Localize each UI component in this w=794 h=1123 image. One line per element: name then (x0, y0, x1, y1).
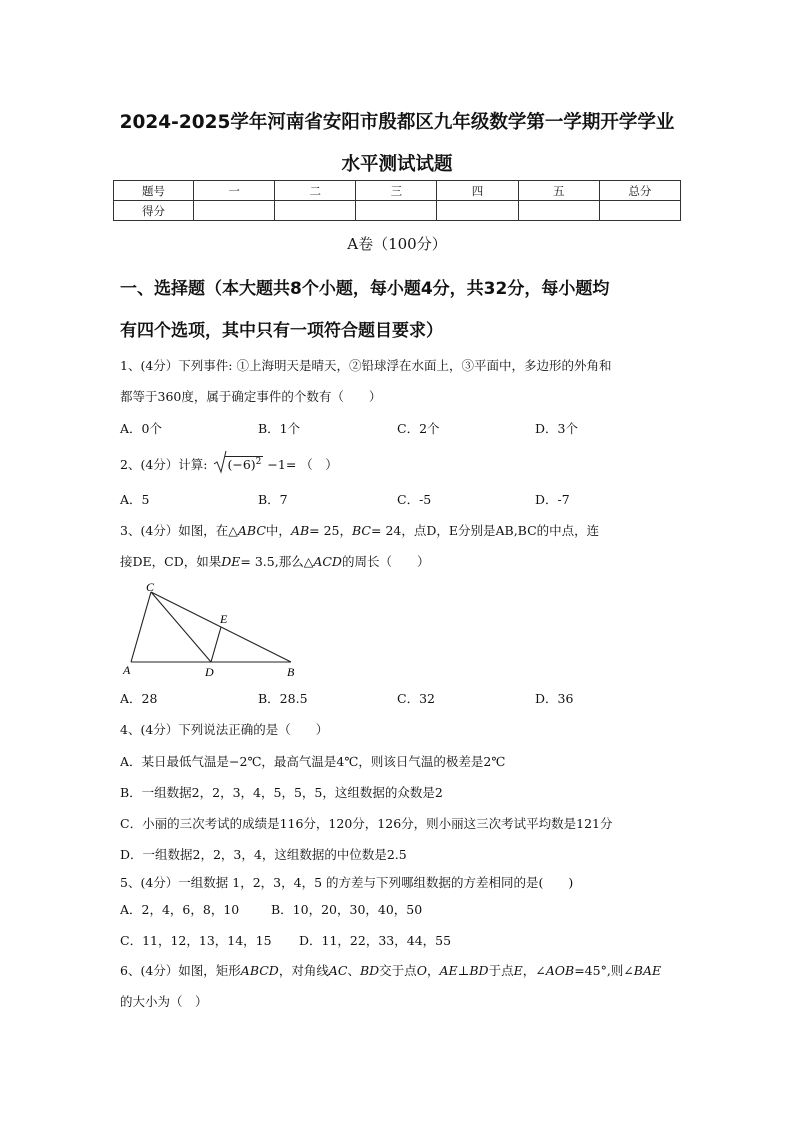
sqrt-expression (213, 457, 263, 472)
q4-option-d[interactable]: D．一组数据2，2，3，4，这组数据的中位数是2.5 (120, 847, 407, 862)
q6-math: O (416, 963, 427, 978)
score-cell[interactable] (518, 201, 599, 221)
q2-answer-paren: （ ） (300, 457, 338, 472)
q3-text: = 24，点D，E分别是AB,BC的中点，连 (371, 523, 600, 538)
q6-text: 6、(4分）如图，矩形 (120, 963, 241, 978)
q2-stem (120, 455, 338, 473)
score-cell[interactable] (194, 201, 275, 221)
score-table (113, 180, 681, 221)
q6-math: BD (469, 963, 489, 978)
q6-text: ，∠ (522, 963, 546, 978)
score-table-header-row (114, 181, 681, 201)
q6-math: AC (328, 963, 348, 978)
score-table-row-label: 得分 (114, 201, 194, 221)
q6-text: 交于点 (379, 963, 417, 978)
q5-option-d[interactable]: D．11，22，33，44，55 (299, 933, 452, 948)
q4-stem: 4、(4分）下列说法正确的是（ ） (120, 722, 329, 737)
q3-stem-line2 (120, 552, 429, 570)
q3-text: = 3.5,那么 (240, 554, 304, 569)
score-table-header-cell: 三 (356, 181, 437, 201)
q6-text: ，对角线 (278, 963, 329, 978)
q3-math: BC (352, 523, 371, 538)
q3-option-b[interactable]: B．28.5 (258, 691, 308, 706)
q1-option-b[interactable]: B．1个 (258, 421, 301, 436)
q2-tail: −1= (267, 457, 297, 472)
q1-option-d[interactable]: D．3个 (535, 421, 578, 436)
score-table-header-cell: 四 (437, 181, 518, 201)
q3-math: △ACD (303, 554, 342, 569)
q6-math: ABCD (240, 963, 279, 978)
score-cell[interactable] (356, 201, 437, 221)
score-cell[interactable] (437, 201, 518, 221)
q5-option-c[interactable]: C．11，12，13，14，15 (120, 933, 272, 948)
q3-option-a[interactable]: A．28 (120, 691, 158, 706)
q5-stem: 5、(4分）一组数据 1，2，3，4，5 的方差与下列哪组数据的方差相同的是( ) (120, 875, 574, 890)
label-b: B (287, 665, 295, 679)
q1-stem-line2: 都等于360度，属于确定事件的个数有（ ） (120, 389, 382, 404)
q6-math: E (513, 963, 523, 978)
q6-stem-line2: 的大小为（ ） (120, 994, 208, 1009)
q6-text: =45°,则∠ (574, 963, 634, 978)
volume-heading: A卷（100分） (347, 235, 447, 253)
q3-text: 接DE，CD，如果 (120, 554, 222, 569)
section-heading-continued: 有四个选项，其中只有一项符合题目要求） (120, 321, 443, 341)
q6-text: 于点 (488, 963, 514, 978)
label-c: C (146, 580, 155, 594)
page-title: 2024-2025学年河南省安阳市殷都区九年级数学第一学期开学学业 (119, 112, 675, 133)
q4-option-a[interactable]: A．某日最低气温是−2℃，最高气温是4℃，则该日气温的极差是2℃ (120, 754, 506, 769)
segment-ac (131, 592, 151, 662)
radical-sign-icon (213, 450, 227, 474)
section-heading: 一、选择题（本大题共8个小题，每小题4分，共32分，每小题均 (120, 279, 610, 299)
triangle-diagram (115, 580, 305, 680)
q6-math: AOB (545, 963, 575, 978)
q1-stem-line1: 1、(4分）下列事件: ①上海明天是晴天，②铅球浮在水面上，③平面中，多边形的外角和 (120, 358, 612, 373)
q6-text: 、 (347, 963, 360, 978)
label-d: D (205, 665, 214, 679)
q2-option-c[interactable]: C．-5 (397, 492, 432, 507)
q5-option-a[interactable]: A．2，4，6，8，10 (120, 902, 240, 917)
label-a: A (123, 663, 131, 677)
q3-stem-line1 (120, 521, 599, 539)
q4-option-b[interactable]: B．一组数据2，2，3，4，5，5，5，这组数据的众数是2 (120, 785, 443, 800)
q1-option-c[interactable]: C．2个 (397, 421, 440, 436)
q2-option-d[interactable]: D．-7 (535, 492, 570, 507)
score-table-header-cell: 题号 (114, 181, 194, 201)
q2-exponent: 2 (255, 456, 262, 467)
q6-text: ， (426, 963, 440, 978)
q1-option-a[interactable]: A．0个 (120, 421, 162, 436)
score-table-header-cell: 二 (275, 181, 356, 201)
score-table-header-cell: 总分 (599, 181, 680, 201)
q3-text: = 25， (309, 523, 353, 538)
q6-stem-line1 (120, 961, 661, 979)
q3-text: 的周长（ ） (341, 554, 430, 569)
q2-prefix: 2、(4分）计算: (120, 457, 208, 472)
q6-math: BD (359, 963, 380, 978)
q3-math: △ABC (228, 523, 266, 538)
q3-math: DE (221, 554, 241, 569)
q6-math: BAE (633, 963, 662, 978)
score-table-header-cell: 一 (194, 181, 275, 201)
q3-option-c[interactable]: C．32 (397, 691, 435, 706)
q2-option-a[interactable]: A．5 (120, 492, 150, 507)
q3-math: AB (290, 523, 310, 538)
page-title-continued: 水平测试试题 (341, 154, 453, 175)
q6-math: AE (439, 963, 458, 978)
q4-option-c[interactable]: C．小丽的三次考试的成绩是116分，120分，126分，则小丽这三次考试平均数是121分 (120, 816, 613, 831)
q5-option-b[interactable]: B．10，20，30，40，50 (271, 902, 423, 917)
q3-option-d[interactable]: D．36 (535, 691, 574, 706)
score-table-score-row (114, 201, 681, 221)
q2-option-b[interactable]: B．7 (258, 492, 288, 507)
q3-text: 3、(4分）如图，在 (120, 523, 229, 538)
q2-radicand: (−6) (227, 457, 256, 472)
score-cell[interactable] (599, 201, 680, 221)
label-e: E (220, 612, 228, 626)
q6-text: ⊥ (457, 963, 470, 978)
score-table-header-cell: 五 (518, 181, 599, 201)
segment-de (211, 627, 221, 662)
score-cell[interactable] (275, 201, 356, 221)
q3-text: 中， (265, 523, 291, 538)
segment-cd (151, 592, 211, 662)
